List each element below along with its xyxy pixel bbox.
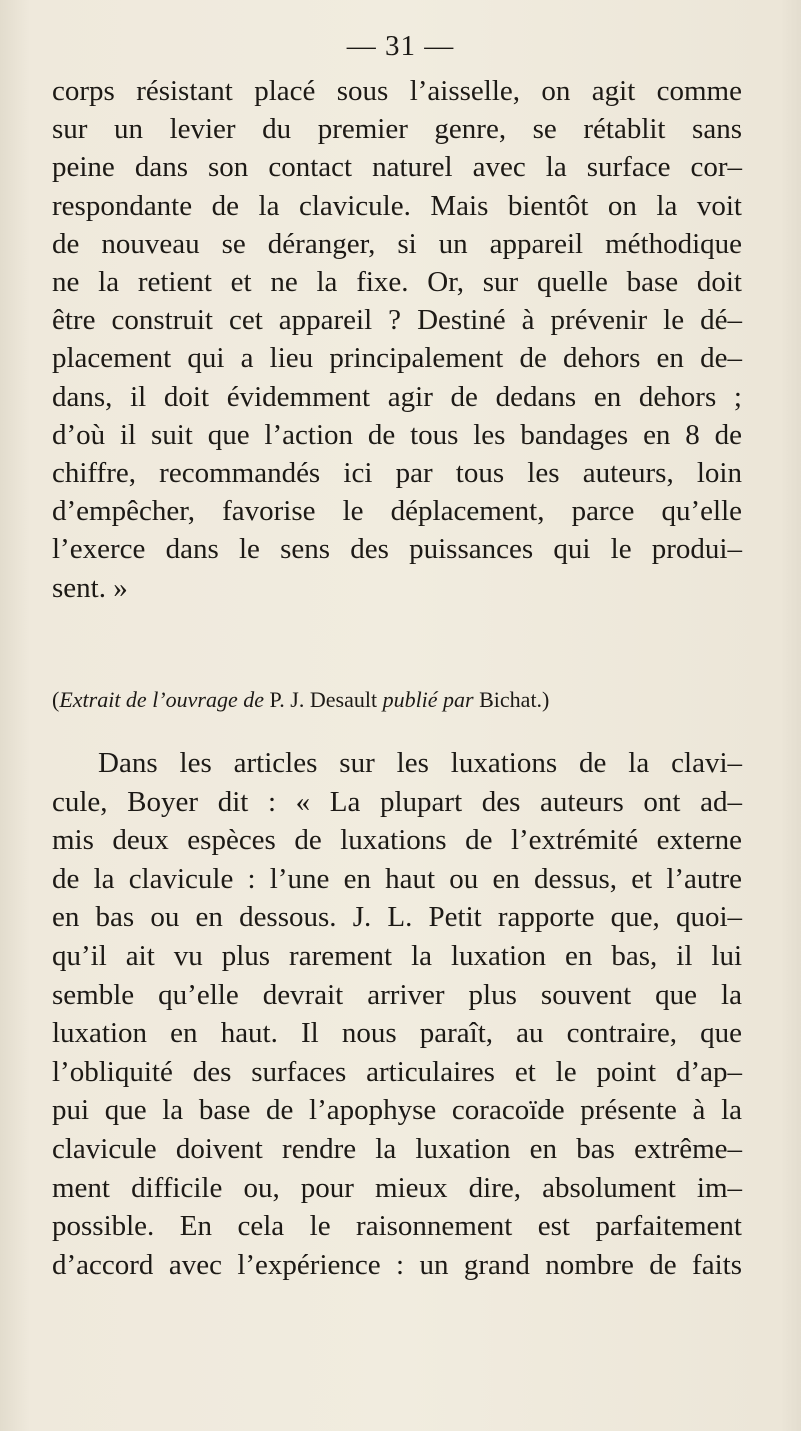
citation-middle: publié par: [382, 687, 474, 712]
citation-open: (: [52, 687, 60, 712]
text-line: de la clavicule : l’une en haut ou en dessus, et l’autre: [52, 862, 742, 895]
text-line: clavicule doivent rendre la luxation en bas extrême–: [52, 1132, 742, 1165]
page-number: — 31 —: [346, 30, 455, 62]
text-line: sent. »: [52, 571, 128, 604]
text-line: en bas ou en dessous. J. L. Petit rapporte que, quoi–: [52, 901, 742, 934]
text-line: d’accord avec l’expérience : un grand nombre de faits: [52, 1248, 742, 1281]
text-line: mis deux espèces de luxations de l’extrémité externe: [52, 824, 742, 857]
citation-editor: Bichat.): [473, 687, 550, 712]
text-line: qu’il ait vu plus rarement la luxation en bas, il lui: [52, 939, 742, 972]
text-line: luxation en haut. Il nous paraît, au contraire, que: [52, 1017, 742, 1050]
text-line: peine dans son contact naturel avec la surface cor–: [52, 151, 742, 184]
text-line: d’empêcher, favorise le déplacement, parce qu’elle: [52, 495, 742, 528]
citation: [52, 687, 752, 713]
text-line: ment difficile ou, pour mieux dire, absolument im–: [52, 1171, 742, 1204]
paragraph-2: [52, 744, 742, 1284]
text-line: Dans les articles sur les luxations de la clavi–: [98, 747, 742, 779]
text-line: respondante de la clavicule. Mais bientôt on la voit: [52, 189, 742, 222]
text-line: chiffre, recommandés ici par tous les auteurs, loin: [52, 457, 742, 490]
citation-author: P. J. Desault: [264, 687, 383, 712]
text-line: de nouveau se déranger, si un appareil méthodique: [52, 227, 742, 260]
text-line: pui que la base de l’apophyse coracoïde présente à la: [52, 1094, 742, 1127]
text-line: sur un levier du premier genre, se rétablit sans: [52, 113, 742, 146]
paragraph-1: [52, 72, 742, 607]
text-line: corps résistant placé sous l’aisselle, on agit comme: [52, 75, 742, 107]
text-line: d’où il suit que l’action de tous les bandages en 8 de: [52, 418, 742, 451]
citation-prefix: Extrait de l’ouvrage de: [59, 687, 264, 712]
text-line: l’exerce dans le sens des puissances qui le produi–: [52, 533, 742, 566]
text-line: placement qui a lieu principalement de dehors en de–: [52, 342, 742, 375]
text-line: dans, il doit évidemment agir de dedans en dehors ;: [52, 380, 742, 413]
text-line: l’obliquité des surfaces articulaires et le point d’ap–: [52, 1055, 742, 1088]
text-line: cule, Boyer dit : « La plupart des auteurs ont ad–: [52, 785, 742, 818]
text-line: être construit cet appareil ? Destiné à prévenir le dé–: [52, 304, 742, 337]
text-line: semble qu’elle devrait arriver plus souvent que la: [52, 978, 742, 1011]
text-line: possible. En cela le raisonnement est parfaitement: [52, 1210, 742, 1243]
text-line: ne la retient et ne la fixe. Or, sur quelle base doit: [52, 266, 742, 299]
